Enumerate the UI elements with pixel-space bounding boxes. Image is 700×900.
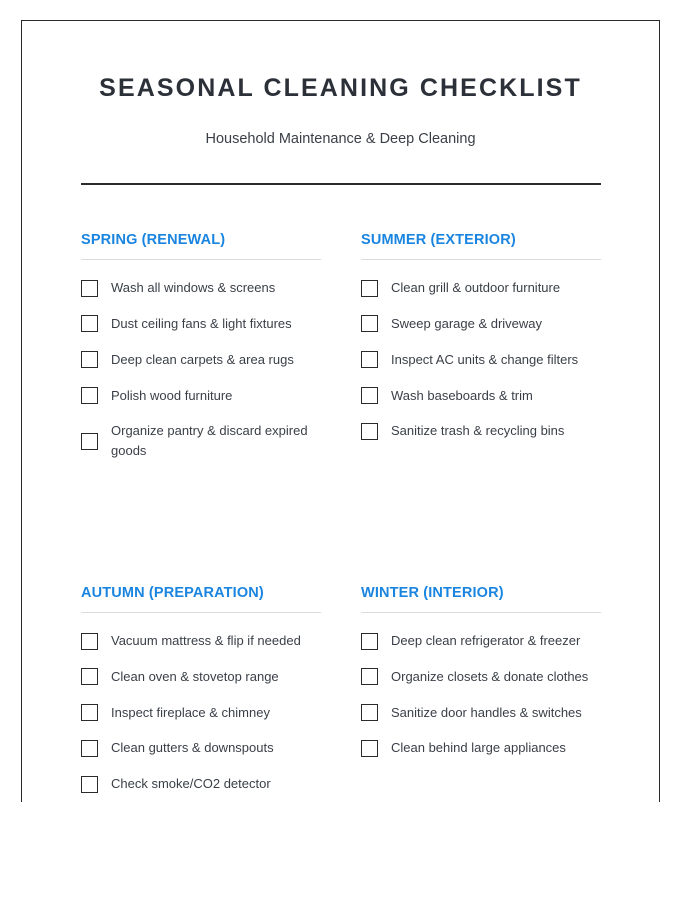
- task-label: Wash all windows & screens: [111, 280, 276, 296]
- task-item[interactable]: [361, 631, 601, 651]
- section-heading-summer: SUMMER (EXTERIOR): [361, 231, 516, 248]
- document-header: [22, 21, 659, 185]
- task-item[interactable]: [81, 314, 321, 334]
- task-label: Inspect fireplace & chimney: [111, 704, 270, 720]
- checkbox-icon[interactable]: [81, 315, 98, 332]
- section-spring: [81, 232, 321, 477]
- task-label: Clean gutters & downspouts: [111, 740, 274, 756]
- section-heading-winter: WINTER (INTERIOR): [361, 584, 504, 601]
- checklist-sections: [22, 232, 659, 802]
- task-list-summer: [361, 260, 601, 441]
- task-item[interactable]: [81, 631, 321, 651]
- checkbox-icon[interactable]: [81, 280, 98, 297]
- section-winter: [361, 585, 601, 802]
- task-item[interactable]: [81, 667, 321, 687]
- checkbox-icon[interactable]: [361, 740, 378, 757]
- checkbox-icon[interactable]: [361, 668, 378, 685]
- task-label: Sanitize trash & recycling bins: [391, 423, 565, 439]
- task-item[interactable]: [81, 774, 321, 794]
- task-item[interactable]: [361, 278, 601, 298]
- task-item[interactable]: [361, 667, 601, 687]
- task-item[interactable]: [81, 703, 321, 723]
- header-divider: [81, 183, 601, 185]
- checkbox-icon[interactable]: [81, 776, 98, 793]
- task-label: Clean oven & stovetop range: [111, 668, 279, 684]
- task-item[interactable]: [361, 386, 601, 406]
- task-label: Dust ceiling fans & light fixtures: [111, 316, 292, 332]
- task-list-autumn: [81, 613, 321, 794]
- section-heading-autumn: AUTUMN (PREPARATION): [81, 584, 264, 601]
- task-label: Vacuum mattress & flip if needed: [111, 633, 301, 649]
- section-autumn: [81, 585, 321, 802]
- checkbox-icon[interactable]: [361, 351, 378, 368]
- task-label: Sweep garage & driveway: [391, 316, 543, 332]
- task-item[interactable]: [81, 386, 321, 406]
- checkbox-icon[interactable]: [361, 633, 378, 650]
- checkbox-icon[interactable]: [361, 315, 378, 332]
- checkbox-icon[interactable]: [361, 704, 378, 721]
- task-label: Deep clean carpets & area rugs: [111, 351, 294, 367]
- checkbox-icon[interactable]: [81, 633, 98, 650]
- task-label: Organize pantry & discard expired goods: [111, 423, 308, 459]
- checkbox-icon[interactable]: [81, 387, 98, 404]
- checkbox-icon[interactable]: [81, 433, 98, 450]
- checkbox-icon[interactable]: [81, 351, 98, 368]
- task-list-winter: [361, 613, 601, 758]
- task-list-spring: [81, 260, 321, 461]
- checkbox-icon[interactable]: [81, 740, 98, 757]
- task-label: Check smoke/CO2 detector: [111, 776, 271, 792]
- task-label: Inspect AC units & change filters: [391, 351, 579, 367]
- document-page-frame: [21, 20, 660, 802]
- section-heading-spring: SPRING (RENEWAL): [81, 231, 226, 248]
- task-label: Deep clean refrigerator & freezer: [391, 633, 581, 649]
- section-summer: [361, 232, 601, 477]
- task-item[interactable]: [81, 738, 321, 758]
- task-item[interactable]: [361, 421, 601, 441]
- task-item[interactable]: [361, 350, 601, 370]
- checkbox-icon[interactable]: [361, 280, 378, 297]
- task-label: Clean grill & outdoor furniture: [391, 280, 561, 296]
- checkbox-icon[interactable]: [81, 704, 98, 721]
- task-item[interactable]: [81, 421, 321, 461]
- task-item[interactable]: [361, 738, 601, 758]
- task-label: Clean behind large appliances: [391, 740, 566, 756]
- task-label: Polish wood furniture: [111, 387, 233, 403]
- page-subtitle: Household Maintenance & Deep Cleaning: [205, 130, 476, 147]
- checkbox-icon[interactable]: [361, 387, 378, 404]
- task-label: Wash baseboards & trim: [391, 387, 533, 403]
- task-item[interactable]: [81, 350, 321, 370]
- task-label: Sanitize door handles & switches: [391, 704, 582, 720]
- checkbox-icon[interactable]: [81, 668, 98, 685]
- task-item[interactable]: [361, 703, 601, 723]
- page-title: SEASONAL CLEANING CHECKLIST: [99, 74, 582, 102]
- task-label: Organize closets & donate clothes: [391, 668, 589, 684]
- checkbox-icon[interactable]: [361, 423, 378, 440]
- task-item[interactable]: [81, 278, 321, 298]
- task-item[interactable]: [361, 314, 601, 334]
